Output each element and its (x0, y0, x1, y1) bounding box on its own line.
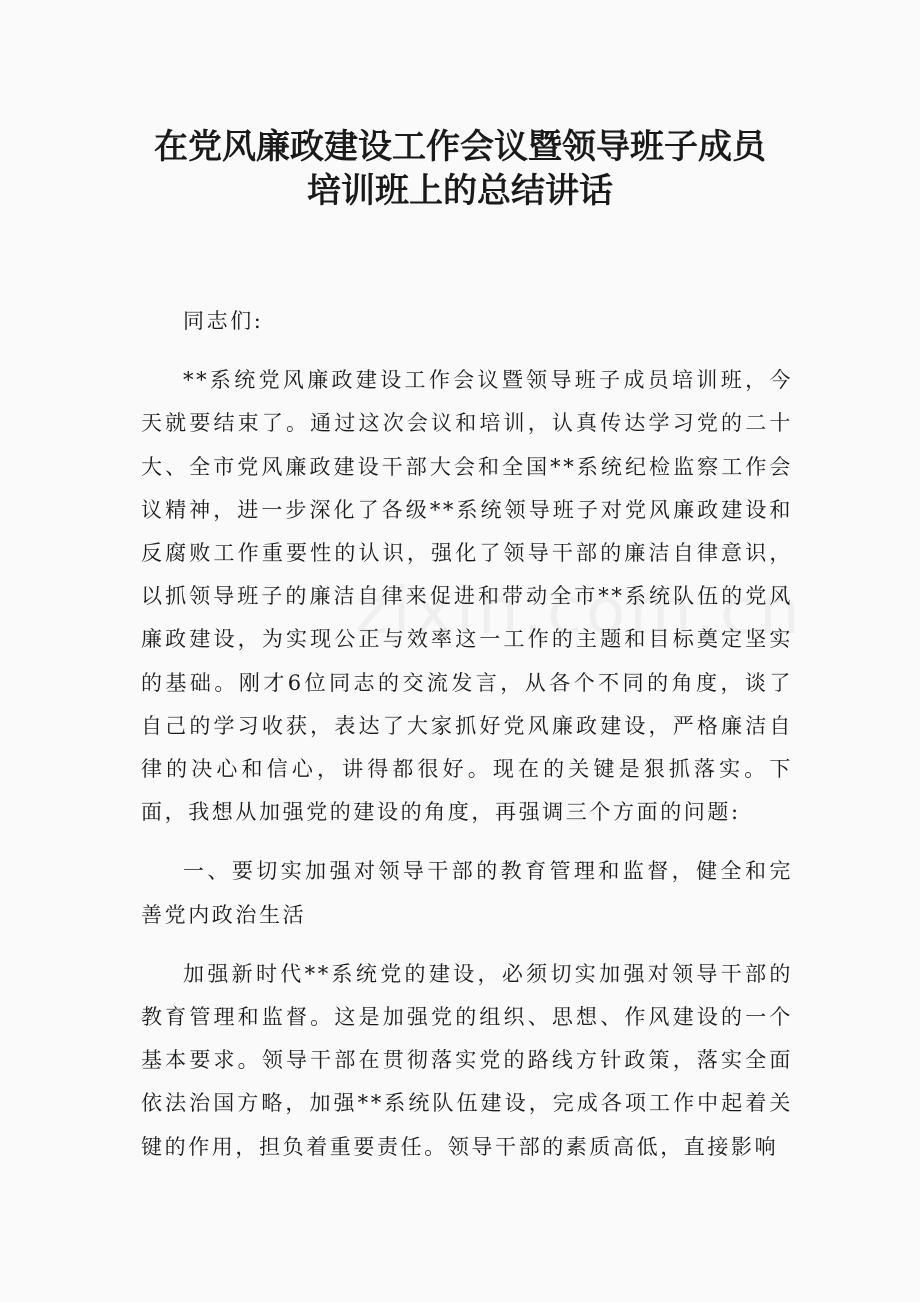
document-title-line-2: 培训班上的总结讲话 (307, 171, 613, 211)
section-heading-1: 一、要切实加强对领导干部的教育管理和监督，健全和完善党内政治生活 (141, 859, 793, 927)
greeting: 同志们: (183, 309, 264, 333)
document-title-line-1: 在党风廉政建设工作会议暨领导班子成员 (154, 127, 766, 167)
paragraph-section-1: 加强新时代**系统党的建设，必须切实加强对领导干部的教育管理和监督。这是加强党的组织、思想、作风建设的一个基本要求。领导干部在贯彻落实党的路线方针政策，落实全面依法治国方略，加强**系统队伍建设，完成各项工作中起着关键的作用，担负着重要责任。领导干部的素质高低，直接影响 (141, 961, 793, 1159)
paragraph-intro: **系统党风廉政建设工作会议暨领导班子成员培训班，今天就要结束了。通过这次会议和培训，认真传达学习党的二十大、全市党风廉政建设干部大会和全国**系统纪检监察工作会议精神，进一步深化了各级**系统领导班子对党风廉政建设和反腐败工作重要性的认识，强化了领导干部的廉洁自律意识，以抓领导班子的廉洁自律来促进和带动全市**系统队伍的党风廉政建设，为实现公正与效率这一工作的主题和目标奠定坚实的基础。刚才6位同志的交流发言，从各个不同的角度，谈了自己的学习收获，表达了大家抓好党风廉政建设，严格廉洁自律的决心和信心，讲得都很好。现在的关键是狠抓落实。下面，我想从加强党的建设的角度，再强调三个方面的问题: (141, 368, 793, 825)
document-body (141, 300, 793, 1185)
